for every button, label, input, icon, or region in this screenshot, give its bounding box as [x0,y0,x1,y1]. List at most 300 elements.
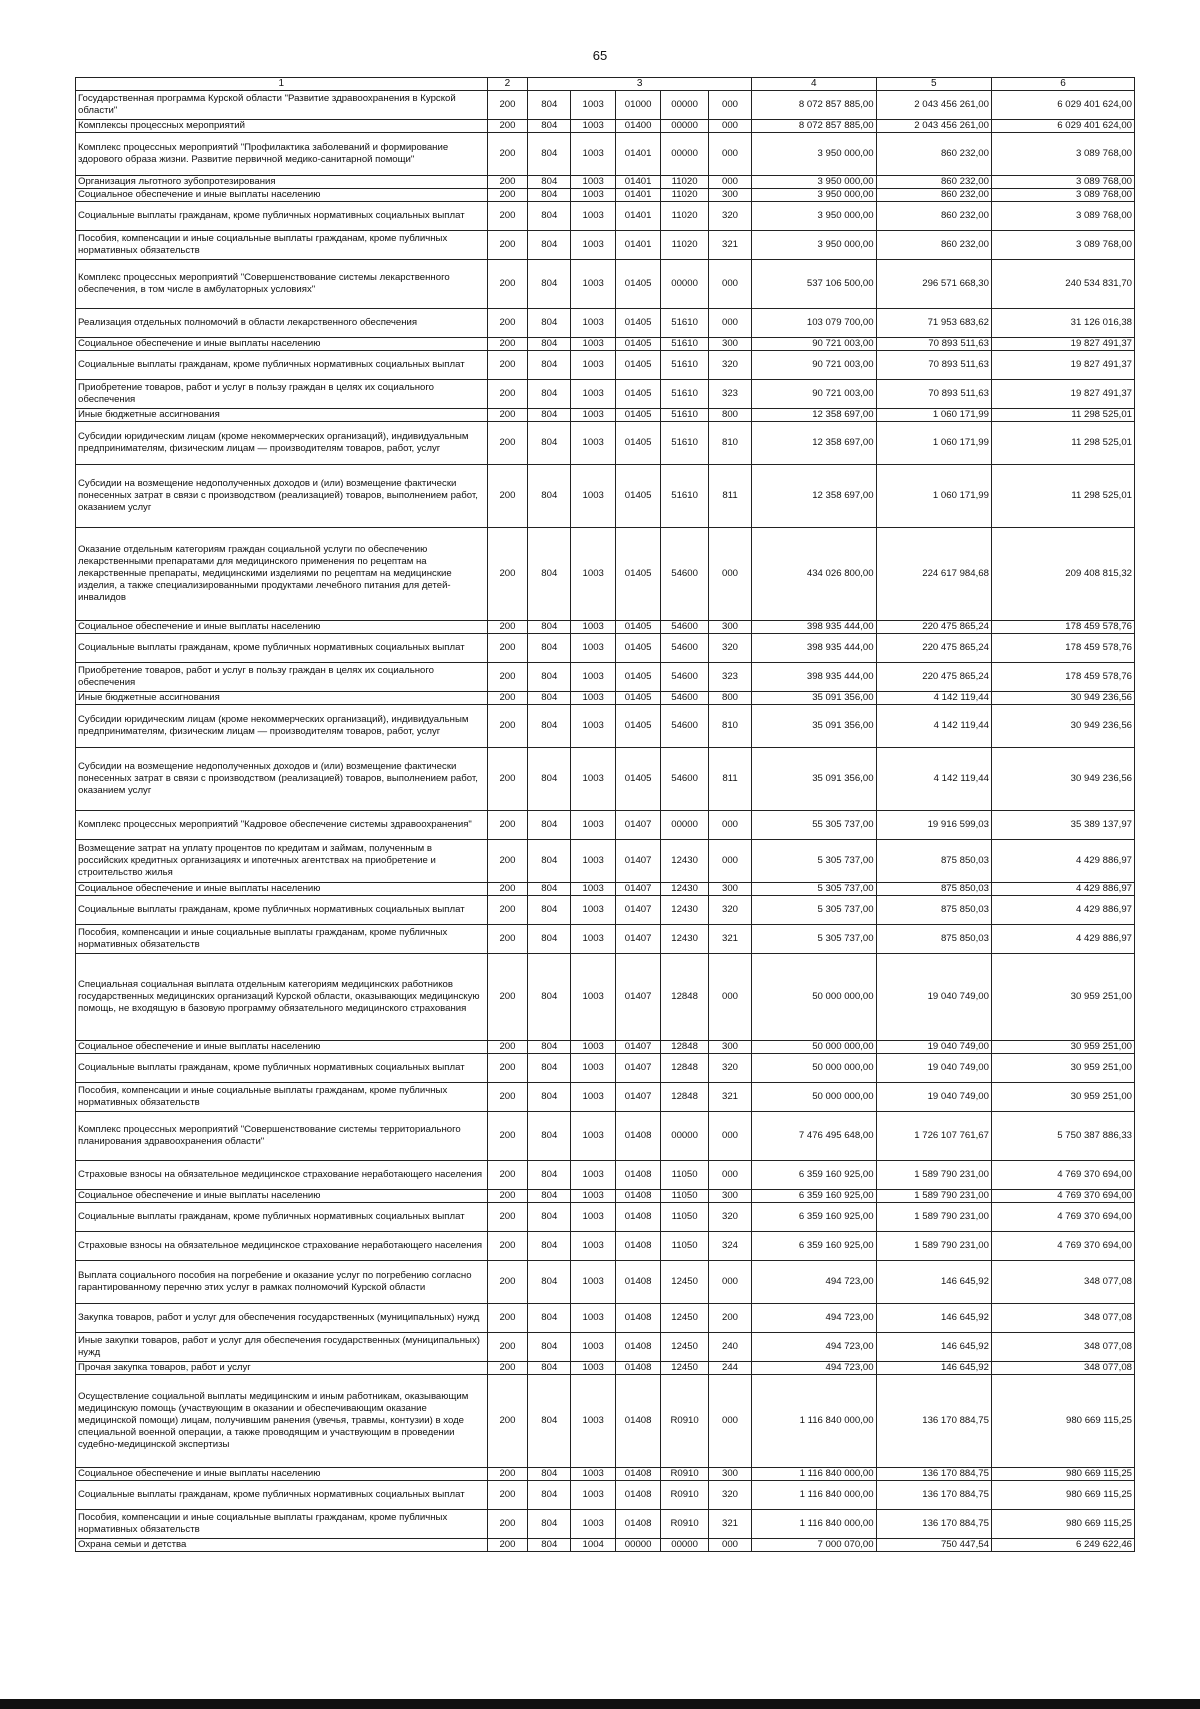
code-section: 804 [528,528,571,621]
code-expense-type: 321 [709,925,752,954]
code-direction: 51610 [661,338,709,351]
amount-remaining: 4 429 886,97 [991,925,1134,954]
code-section: 804 [528,380,571,409]
amount-plan: 35 091 356,00 [751,692,876,705]
table-row [76,1375,1135,1468]
code-direction: 11050 [661,1161,709,1190]
code-section: 804 [528,1468,571,1481]
amount-executed: 19 040 749,00 [876,954,991,1041]
code-expense-type: 320 [709,1481,752,1510]
code-expense-type: 810 [709,422,752,465]
code-expense-type: 321 [709,1510,752,1539]
code-direction: 12430 [661,883,709,896]
code-program: 01408 [616,1333,661,1362]
code-program: 01405 [616,621,661,634]
code-program: 01401 [616,231,661,260]
amount-plan: 8 072 857 885,00 [751,120,876,133]
code-subsection: 1003 [571,748,616,811]
code-subsection: 1003 [571,528,616,621]
table-row [76,422,1135,465]
code-section: 804 [528,1539,571,1552]
amount-executed: 146 645,92 [876,1304,991,1333]
code-section: 804 [528,1362,571,1375]
amount-executed: 70 893 511,63 [876,338,991,351]
table-row [76,133,1135,176]
code-section: 804 [528,705,571,748]
amount-remaining: 19 827 491,37 [991,380,1134,409]
code-subsection: 1003 [571,1375,616,1468]
code-section: 804 [528,883,571,896]
code-program: 01408 [616,1481,661,1510]
table-row [76,309,1135,338]
amount-remaining: 4 429 886,97 [991,896,1134,925]
code-subsection: 1003 [571,883,616,896]
code-chapter: 200 [487,883,528,896]
amount-executed: 19 040 749,00 [876,1083,991,1112]
code-program: 01405 [616,351,661,380]
code-chapter: 200 [487,1161,528,1190]
code-program: 01405 [616,422,661,465]
amount-executed: 875 850,03 [876,883,991,896]
code-expense-type: 000 [709,1161,752,1190]
code-program: 01405 [616,338,661,351]
code-section: 804 [528,748,571,811]
code-program: 01407 [616,925,661,954]
code-program: 01401 [616,176,661,189]
amount-executed: 70 893 511,63 [876,351,991,380]
code-section: 804 [528,1510,571,1539]
code-section: 804 [528,1083,571,1112]
row-name: Приобретение товаров, работ и услуг в пользу граждан в целях их социального обеспечения [76,663,488,692]
table-row [76,1203,1135,1232]
code-expense-type: 000 [709,1112,752,1161]
row-name: Комплексы процессных мероприятий [76,120,488,133]
amount-remaining: 11 298 525,01 [991,465,1134,528]
code-direction: R0910 [661,1468,709,1481]
code-chapter: 200 [487,528,528,621]
row-name: Субсидии юридическим лицам (кроме некоммерческих организаций), индивидуальным предпринимателям, физическим лицам — производителям товаров, работ, услуг [76,705,488,748]
amount-remaining: 4 769 370 694,00 [991,1232,1134,1261]
code-section: 804 [528,309,571,338]
code-chapter: 200 [487,338,528,351]
code-section: 804 [528,621,571,634]
code-expense-type: 320 [709,351,752,380]
amount-plan: 5 305 737,00 [751,925,876,954]
code-section: 804 [528,120,571,133]
scan-bottom-edge [0,1699,1200,1709]
code-direction: 12430 [661,896,709,925]
amount-plan: 494 723,00 [751,1261,876,1304]
code-subsection: 1003 [571,1161,616,1190]
code-direction: 00000 [661,1112,709,1161]
code-subsection: 1003 [571,1362,616,1375]
code-program: 01407 [616,1041,661,1054]
code-expense-type: 300 [709,1468,752,1481]
amount-plan: 5 305 737,00 [751,896,876,925]
code-subsection: 1003 [571,338,616,351]
code-subsection: 1003 [571,120,616,133]
table-row [76,1161,1135,1190]
row-name: Социальные выплаты гражданам, кроме публичных нормативных социальных выплат [76,351,488,380]
amount-remaining: 31 126 016,38 [991,309,1134,338]
amount-plan: 55 305 737,00 [751,811,876,840]
code-direction: 54600 [661,663,709,692]
code-direction: 51610 [661,351,709,380]
table-row [76,663,1135,692]
table-row [76,1190,1135,1203]
code-subsection: 1003 [571,896,616,925]
row-name: Организация льготного зубопротезирования [76,176,488,189]
code-section: 804 [528,811,571,840]
code-chapter: 200 [487,1261,528,1304]
code-expense-type: 320 [709,634,752,663]
code-direction: 54600 [661,705,709,748]
code-subsection: 1003 [571,309,616,338]
amount-executed: 136 170 884,75 [876,1468,991,1481]
code-program: 01000 [616,91,661,120]
table-row [76,692,1135,705]
code-direction: 51610 [661,380,709,409]
code-section: 804 [528,409,571,422]
code-program: 01405 [616,380,661,409]
code-expense-type: 320 [709,896,752,925]
code-program: 01405 [616,465,661,528]
code-section: 804 [528,634,571,663]
amount-executed: 2 043 456 261,00 [876,120,991,133]
table-row [76,748,1135,811]
code-subsection: 1003 [571,1054,616,1083]
code-program: 01407 [616,954,661,1041]
code-expense-type: 000 [709,176,752,189]
code-section: 804 [528,1304,571,1333]
amount-remaining: 30 959 251,00 [991,954,1134,1041]
row-name: Комплекс процессных мероприятий "Совершенствование системы лекарственного обеспечения, в том числе в амбулаторных условиях" [76,260,488,309]
code-chapter: 200 [487,840,528,883]
amount-remaining: 11 298 525,01 [991,409,1134,422]
code-subsection: 1004 [571,1539,616,1552]
code-direction: R0910 [661,1481,709,1510]
code-expense-type: 811 [709,465,752,528]
table-row [76,634,1135,663]
code-direction: 12450 [661,1333,709,1362]
code-program: 01407 [616,1054,661,1083]
amount-remaining: 4 769 370 694,00 [991,1203,1134,1232]
table-row [76,338,1135,351]
code-chapter: 200 [487,133,528,176]
code-program: 01405 [616,634,661,663]
amount-plan: 6 359 160 925,00 [751,1161,876,1190]
code-direction: 51610 [661,309,709,338]
amount-remaining: 30 949 236,56 [991,692,1134,705]
code-program: 01401 [616,189,661,202]
amount-executed: 1 060 171,99 [876,422,991,465]
row-name: Государственная программа Курской области "Развитие здравоохранения в Курской области" [76,91,488,120]
code-section: 804 [528,231,571,260]
code-program: 01400 [616,120,661,133]
column-header-5: 5 [876,78,991,91]
amount-executed: 19 040 749,00 [876,1041,991,1054]
amount-remaining: 6 029 401 624,00 [991,120,1134,133]
code-chapter: 200 [487,1481,528,1510]
code-subsection: 1003 [571,1112,616,1161]
amount-executed: 860 232,00 [876,189,991,202]
amount-executed: 4 142 119,44 [876,705,991,748]
code-direction: 12848 [661,1054,709,1083]
amount-executed: 19 916 599,03 [876,811,991,840]
code-direction: 00000 [661,91,709,120]
code-expense-type: 300 [709,1190,752,1203]
code-program: 01401 [616,133,661,176]
amount-remaining: 178 459 578,76 [991,663,1134,692]
amount-plan: 3 950 000,00 [751,133,876,176]
row-name: Социальные выплаты гражданам, кроме публичных нормативных социальных выплат [76,1481,488,1510]
code-chapter: 200 [487,309,528,338]
amount-executed: 1 060 171,99 [876,465,991,528]
amount-plan: 3 950 000,00 [751,176,876,189]
row-name: Выплата социального пособия на погребение и оказание услуг по погребению согласно гарантированному перечню этих услуг в рамках полномочий Курской области [76,1261,488,1304]
code-direction: 54600 [661,634,709,663]
code-subsection: 1003 [571,189,616,202]
table-row [76,1362,1135,1375]
code-direction: 54600 [661,528,709,621]
amount-executed: 2 043 456 261,00 [876,91,991,120]
code-subsection: 1003 [571,231,616,260]
amount-plan: 434 026 800,00 [751,528,876,621]
amount-executed: 875 850,03 [876,925,991,954]
code-direction: 00000 [661,260,709,309]
amount-remaining: 348 077,08 [991,1304,1134,1333]
code-expense-type: 000 [709,120,752,133]
code-chapter: 200 [487,1232,528,1261]
amount-remaining: 980 669 115,25 [991,1510,1134,1539]
code-subsection: 1003 [571,176,616,189]
amount-remaining: 30 959 251,00 [991,1054,1134,1083]
code-program: 01408 [616,1232,661,1261]
amount-plan: 50 000 000,00 [751,1083,876,1112]
amount-executed: 146 645,92 [876,1362,991,1375]
row-name: Прочая закупка товаров, работ и услуг [76,1362,488,1375]
amount-remaining: 980 669 115,25 [991,1375,1134,1468]
code-section: 804 [528,1261,571,1304]
code-section: 804 [528,1232,571,1261]
code-expense-type: 000 [709,1539,752,1552]
code-section: 804 [528,351,571,380]
code-program: 01407 [616,811,661,840]
row-name: Пособия, компенсации и иные социальные выплаты гражданам, кроме публичных нормативных обязательств [76,231,488,260]
code-program: 01407 [616,840,661,883]
amount-remaining: 4 769 370 694,00 [991,1161,1134,1190]
amount-plan: 494 723,00 [751,1333,876,1362]
table-row [76,231,1135,260]
code-subsection: 1003 [571,133,616,176]
code-direction: 11050 [661,1232,709,1261]
code-program: 01405 [616,309,661,338]
row-name: Пособия, компенсации и иные социальные выплаты гражданам, кроме публичных нормативных обязательств [76,1083,488,1112]
table-row [76,1041,1135,1054]
row-name: Социальное обеспечение и иные выплаты населению [76,1468,488,1481]
code-subsection: 1003 [571,621,616,634]
row-name: Реализация отдельных полномочий в области лекарственного обеспечения [76,309,488,338]
row-name: Специальная социальная выплата отдельным категориям медицинских работников государственных медицинских организаций Курской области, оказывающих медицинскую помощь, не входящую в базовую программу обязательного медицинского страхования [76,954,488,1041]
row-name: Иные закупки товаров, работ и услуг для обеспечения государственных (муниципальных) нужд [76,1333,488,1362]
row-name: Социальное обеспечение и иные выплаты населению [76,189,488,202]
amount-executed: 1 060 171,99 [876,409,991,422]
code-chapter: 200 [487,1190,528,1203]
code-program: 01401 [616,202,661,231]
code-chapter: 200 [487,1083,528,1112]
amount-executed: 136 170 884,75 [876,1375,991,1468]
amount-executed: 136 170 884,75 [876,1481,991,1510]
amount-executed: 1 726 107 761,67 [876,1112,991,1161]
table-row [76,380,1135,409]
code-program: 01405 [616,705,661,748]
code-expense-type: 000 [709,811,752,840]
amount-remaining: 4 769 370 694,00 [991,1190,1134,1203]
amount-plan: 5 305 737,00 [751,840,876,883]
amount-remaining: 19 827 491,37 [991,338,1134,351]
amount-plan: 398 935 444,00 [751,621,876,634]
amount-executed: 220 475 865,24 [876,621,991,634]
amount-plan: 6 359 160 925,00 [751,1203,876,1232]
amount-remaining: 4 429 886,97 [991,840,1134,883]
amount-executed: 136 170 884,75 [876,1510,991,1539]
code-section: 804 [528,692,571,705]
code-expense-type: 240 [709,1333,752,1362]
amount-remaining: 5 750 387 886,33 [991,1112,1134,1161]
amount-plan: 3 950 000,00 [751,189,876,202]
code-chapter: 200 [487,1468,528,1481]
amount-plan: 1 116 840 000,00 [751,1375,876,1468]
amount-executed: 224 617 984,68 [876,528,991,621]
code-subsection: 1003 [571,351,616,380]
code-chapter: 200 [487,663,528,692]
code-direction: 54600 [661,748,709,811]
code-subsection: 1003 [571,1333,616,1362]
code-direction: 11020 [661,176,709,189]
table-row [76,811,1135,840]
code-section: 804 [528,1203,571,1232]
amount-plan: 1 116 840 000,00 [751,1510,876,1539]
code-section: 804 [528,925,571,954]
code-section: 804 [528,1161,571,1190]
amount-remaining: 35 389 137,97 [991,811,1134,840]
code-direction: 54600 [661,692,709,705]
code-direction: 12848 [661,1083,709,1112]
code-direction: 12848 [661,1041,709,1054]
code-chapter: 200 [487,1333,528,1362]
table-row [76,351,1135,380]
code-direction: 12450 [661,1362,709,1375]
amount-executed: 220 475 865,24 [876,663,991,692]
amount-executed: 1 589 790 231,00 [876,1161,991,1190]
code-subsection: 1003 [571,663,616,692]
amount-executed: 146 645,92 [876,1261,991,1304]
amount-plan: 7 000 070,00 [751,1539,876,1552]
amount-remaining: 178 459 578,76 [991,634,1134,663]
table-row [76,883,1135,896]
row-name: Приобретение товаров, работ и услуг в пользу граждан в целях их социального обеспечения [76,380,488,409]
page-number: 65 [592,48,608,63]
code-chapter: 200 [487,1112,528,1161]
table-header-row [76,78,1135,91]
amount-executed: 875 850,03 [876,896,991,925]
code-direction: 00000 [661,811,709,840]
code-direction: 12430 [661,925,709,954]
code-expense-type: 320 [709,1203,752,1232]
code-chapter: 200 [487,1539,528,1552]
row-name: Иные бюджетные ассигнования [76,692,488,705]
row-name: Комплекс процессных мероприятий "Совершенствование системы территориального планирования здравоохранения области" [76,1112,488,1161]
code-program: 01405 [616,528,661,621]
code-program: 01408 [616,1510,661,1539]
amount-executed: 860 232,00 [876,202,991,231]
code-subsection: 1003 [571,1481,616,1510]
row-name: Осуществление социальной выплаты медицинским и иным работникам, оказывающим медицинскую помощь (участвующим в оказании и обеспечивающим оказание медицинской помощи) лицам, получившим ранения (увечья, травмы, контузии) в ходе специальной военной операции, а также проводящим и участвующим в проведении судебно-медицинской экспертизы [76,1375,488,1468]
code-chapter: 200 [487,422,528,465]
amount-remaining: 348 077,08 [991,1362,1134,1375]
amount-plan: 3 950 000,00 [751,231,876,260]
table-row [76,409,1135,422]
amount-plan: 50 000 000,00 [751,954,876,1041]
code-subsection: 1003 [571,1468,616,1481]
table-row [76,621,1135,634]
code-expense-type: 323 [709,663,752,692]
table-row [76,1304,1135,1333]
code-expense-type: 000 [709,91,752,120]
code-chapter: 200 [487,896,528,925]
code-program: 01408 [616,1190,661,1203]
code-subsection: 1003 [571,1190,616,1203]
code-subsection: 1003 [571,422,616,465]
amount-executed: 860 232,00 [876,231,991,260]
code-chapter: 200 [487,202,528,231]
row-name: Социальное обеспечение и иные выплаты населению [76,338,488,351]
code-chapter: 200 [487,1203,528,1232]
code-expense-type: 300 [709,338,752,351]
code-section: 804 [528,896,571,925]
column-header-6: 6 [991,78,1134,91]
table-row [76,1232,1135,1261]
table-row [76,1261,1135,1304]
code-section: 804 [528,1481,571,1510]
code-subsection: 1003 [571,409,616,422]
table-row [76,896,1135,925]
amount-plan: 8 072 857 885,00 [751,91,876,120]
amount-remaining: 30 949 236,56 [991,748,1134,811]
amount-remaining: 3 089 768,00 [991,231,1134,260]
code-direction: R0910 [661,1375,709,1468]
row-name: Социальное обеспечение и иные выплаты населению [76,621,488,634]
code-expense-type: 300 [709,883,752,896]
amount-plan: 90 721 003,00 [751,351,876,380]
code-program: 01405 [616,260,661,309]
code-chapter: 200 [487,380,528,409]
row-name: Комплекс процессных мероприятий "Профилактика заболеваний и формирование здорового образа жизни. Развитие первичной медико-санитарной помощи" [76,133,488,176]
table-row [76,925,1135,954]
row-name: Социальные выплаты гражданам, кроме публичных нормативных социальных выплат [76,202,488,231]
code-subsection: 1003 [571,1083,616,1112]
amount-executed: 71 953 683,62 [876,309,991,338]
code-expense-type: 200 [709,1304,752,1333]
row-name: Социальное обеспечение и иные выплаты населению [76,1041,488,1054]
table-row [76,176,1135,189]
code-direction: 51610 [661,422,709,465]
row-name: Комплекс процессных мероприятий "Кадровое обеспечение системы здравоохранения" [76,811,488,840]
code-chapter: 200 [487,634,528,663]
code-direction: 12450 [661,1261,709,1304]
code-subsection: 1003 [571,954,616,1041]
code-program: 01408 [616,1362,661,1375]
